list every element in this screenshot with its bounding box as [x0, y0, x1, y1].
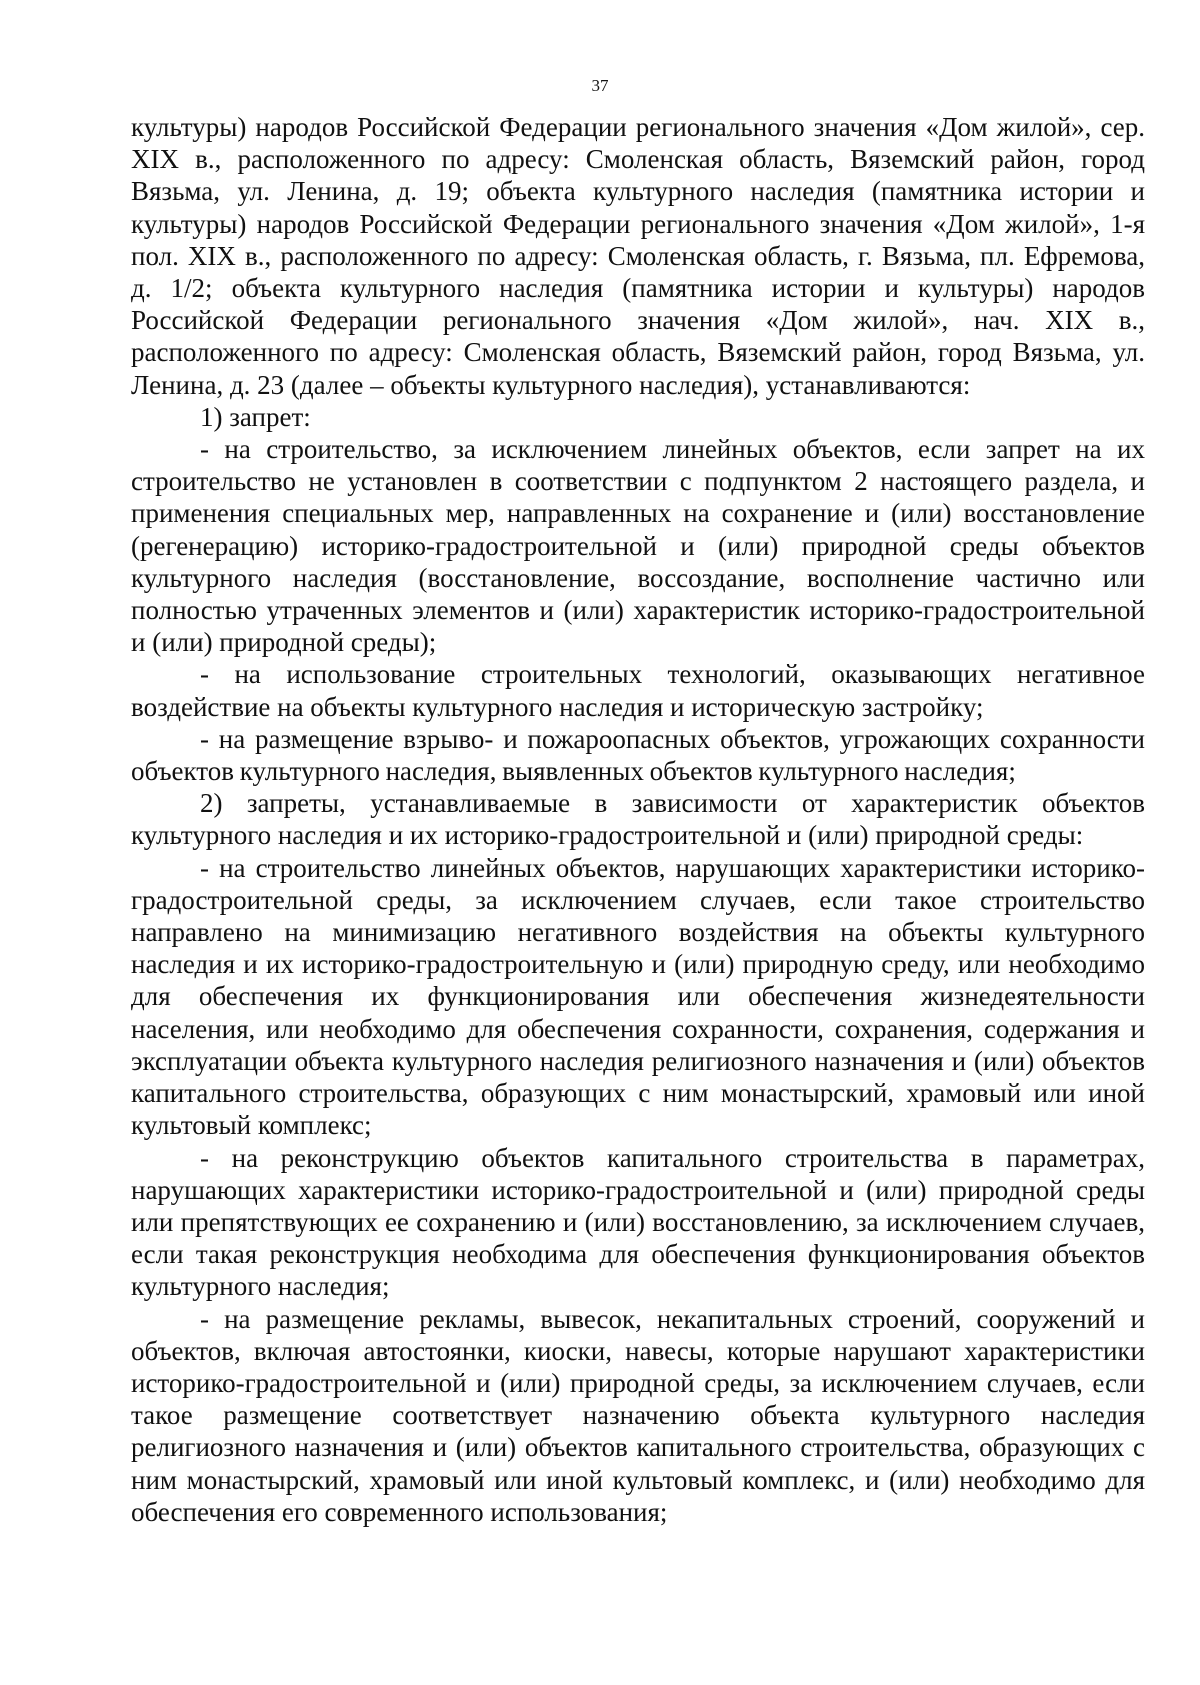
paragraph-ban-reconstruction: - на реконструкцию объектов капитального строительства в параметрах, нарушающих характеристики историко-градостроительной и (или) природной среды или препятствующих ее сохранению и (или) восстановлению, за исключением случаев, если такая реконструкция необходима для обеспечения функционирования объектов культурного наследия;	[131, 1142, 1145, 1302]
page-number: 37	[591, 76, 609, 95]
paragraph-item-2-heading: 2) запреты, устанавливаемые в зависимости от характеристик объектов культурного наследия и их историко-градостроительной и (или) природной среды:	[131, 788, 1145, 851]
paragraph-ban-advertising: - на размещение рекламы, вывесок, некапитальных строений, сооружений и объектов, включая автостоянки, киоски, навесы, которые нарушают характеристики историко-градостроительной и (или) природной среды, за исключением случаев, если такое размещение соответствует назначению объекта культурного наследия религиозного назначения и (или) объектов капитального строительства, образующих с ним монастырский, храмовый или иной культовый комплекс, и (или) необходимо для обеспечения его современного использования;	[131, 1303, 1145, 1527]
paragraph-ban-construction: - на строительство, за исключением линейных объектов, если запрет на их строительство не установлен в соответствии с подпунктом 2 настоящего раздела, и применения специальных мер, направленных на сохранение и (или) восстановление (регенерацию) историко-градостроительной и (или) природной среды объектов культурного наследия (восстановление, воссоздание, восполнение частично или полностью утраченных элементов и (или) характеристик историко-градостроительной и (или) природной среды);	[131, 434, 1145, 658]
paragraph-item-1-heading: 1) запрет:	[200, 401, 311, 432]
paragraph-ban-technologies: - на использование строительных технологий, оказывающих негативное воздействие на объекты культурного наследия и историческую застройку;	[131, 659, 1145, 722]
paragraph-ban-hazardous-objects: - на размещение взрыво- и пожароопасных объектов, угрожающих сохранности объектов культурного наследия, выявленных объектов культурного наследия;	[131, 723, 1145, 787]
document-body	[131, 111, 1145, 1528]
paragraph-ban-linear-objects: - на строительство линейных объектов, нарушающих характеристики историко-градостроительной среды, за исключением случаев, если такое строительство направлено на минимизацию негативного воздействия на объекты культурного наследия и их историко-градостроительную и (или) природную среду, или необходимо для обеспечения их функционирования или обеспечения жизнедеятельности населения, или необходимо для обеспечения сохранности, сохранения, содержания и эксплуатации объекта культурного наследия религиозного назначения и (или) объектов капитального строительства, образующих с ним монастырский, храмовый или иной культовый комплекс;	[131, 852, 1145, 1141]
paragraph-intro-continuation: культуры) народов Российской Федерации регионального значения «Дом жилой», сер. XIX в., расположенного по адресу: Смоленская область, Вяземский район, город Вязьма, ул. Ленина, д. 19; объекта культурного наследия (памятника истории и культуры) народов Российской Федерации регионального значения «Дом жилой», 1-я пол. XIX в., расположенного по адресу: Смоленская область, г. Вязьма, пл. Ефремова, д. 1/2; объекта культурного наследия (памятника истории и культуры) народов Российской Федерации регионального значения «Дом жилой», нач. XIX в., расположенного по адресу: Смоленская область, Вяземский район, город Вязьма, ул. Ленина, д. 23 (далее – объекты культурного наследия), устанавливаются:	[131, 112, 1145, 400]
